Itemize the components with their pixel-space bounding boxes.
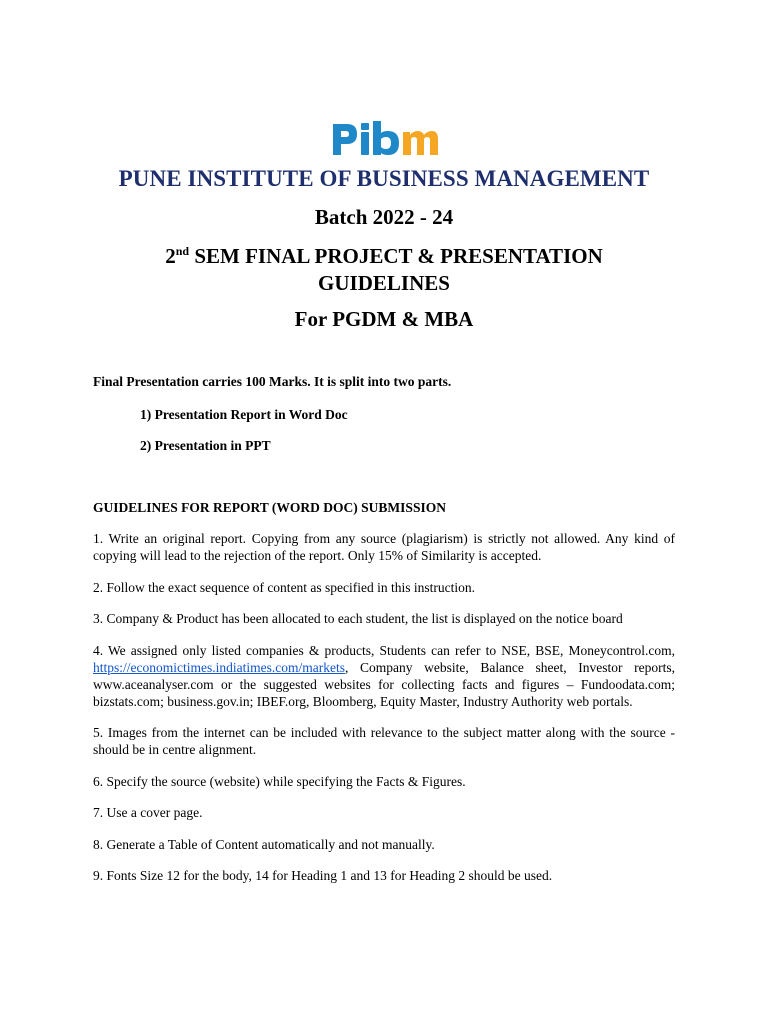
guideline-item-text: 4. We assigned only listed companies & products, Students can refer to NSE, BSE, Moneycontrol.com, (93, 642, 675, 658)
intro-text: Final Presentation carries 100 Marks. It is split into two parts. (93, 374, 452, 389)
guideline-item-text: , Company website, Balance sheet, Investor reports, www.aceanalyser.com or the suggested websites for collecting facts and figures – Fundoodata.com; bizstats.com; business.gov.in; IBEF.org, Bloomberg, Equity Master, Industry Authority web portals. (93, 659, 675, 709)
semester-title-line1: SEM FINAL PROJECT & PRESENTATION (189, 244, 603, 268)
batch-heading: Batch 2022 - 24 (314, 205, 454, 229)
guideline-item (93, 642, 675, 710)
programs-heading: For PGDM & MBA (294, 307, 474, 331)
pibm-logo (331, 118, 439, 158)
section-heading: GUIDELINES FOR REPORT (WORD DOC) SUBMISSION (93, 500, 446, 515)
guideline-item: 5. Images from the internet can be included with relevance to the subject matter along with the source - should be in centre alignment. (93, 725, 675, 757)
guideline-item: 8. Generate a Table of Content automatically and not manually. (93, 836, 435, 852)
semester-suffix: nd (175, 244, 190, 258)
institute-name: PUNE INSTITUTE OF BUSINESS MANAGEMENT (118, 166, 650, 191)
guideline-item: 6. Specify the source (website) while specifying the Facts & Figures. (93, 773, 466, 789)
guideline-item: 3. Company & Product has been allocated to each student, the list is displayed on the notice board (93, 611, 623, 626)
economictimes-link[interactable]: https://economictimes.indiatimes.com/markets (93, 659, 345, 675)
guideline-item: 7. Use a cover page. (93, 805, 203, 820)
semester-heading (0, 243, 768, 297)
guideline-item: 9. Fonts Size 12 for the body, 14 for Heading 1 and 13 for Heading 2 should be used. (93, 868, 553, 883)
semester-number: 2 (165, 244, 176, 268)
part-item: 2) Presentation in PPT (140, 438, 271, 453)
guidelines-list (93, 530, 675, 899)
guideline-item: 2. Follow the exact sequence of content as specified in this instruction. (93, 579, 476, 595)
part-item: 1) Presentation Report in Word Doc (140, 407, 348, 422)
guideline-item: 1. Write an original report. Copying from any source (plagiarism) is strictly not allowed. Any kind of copying will lead to the rejection of the report. Only 15% of Similarity is accepted. (93, 531, 675, 563)
semester-title-line2: GUIDELINES (318, 271, 450, 295)
